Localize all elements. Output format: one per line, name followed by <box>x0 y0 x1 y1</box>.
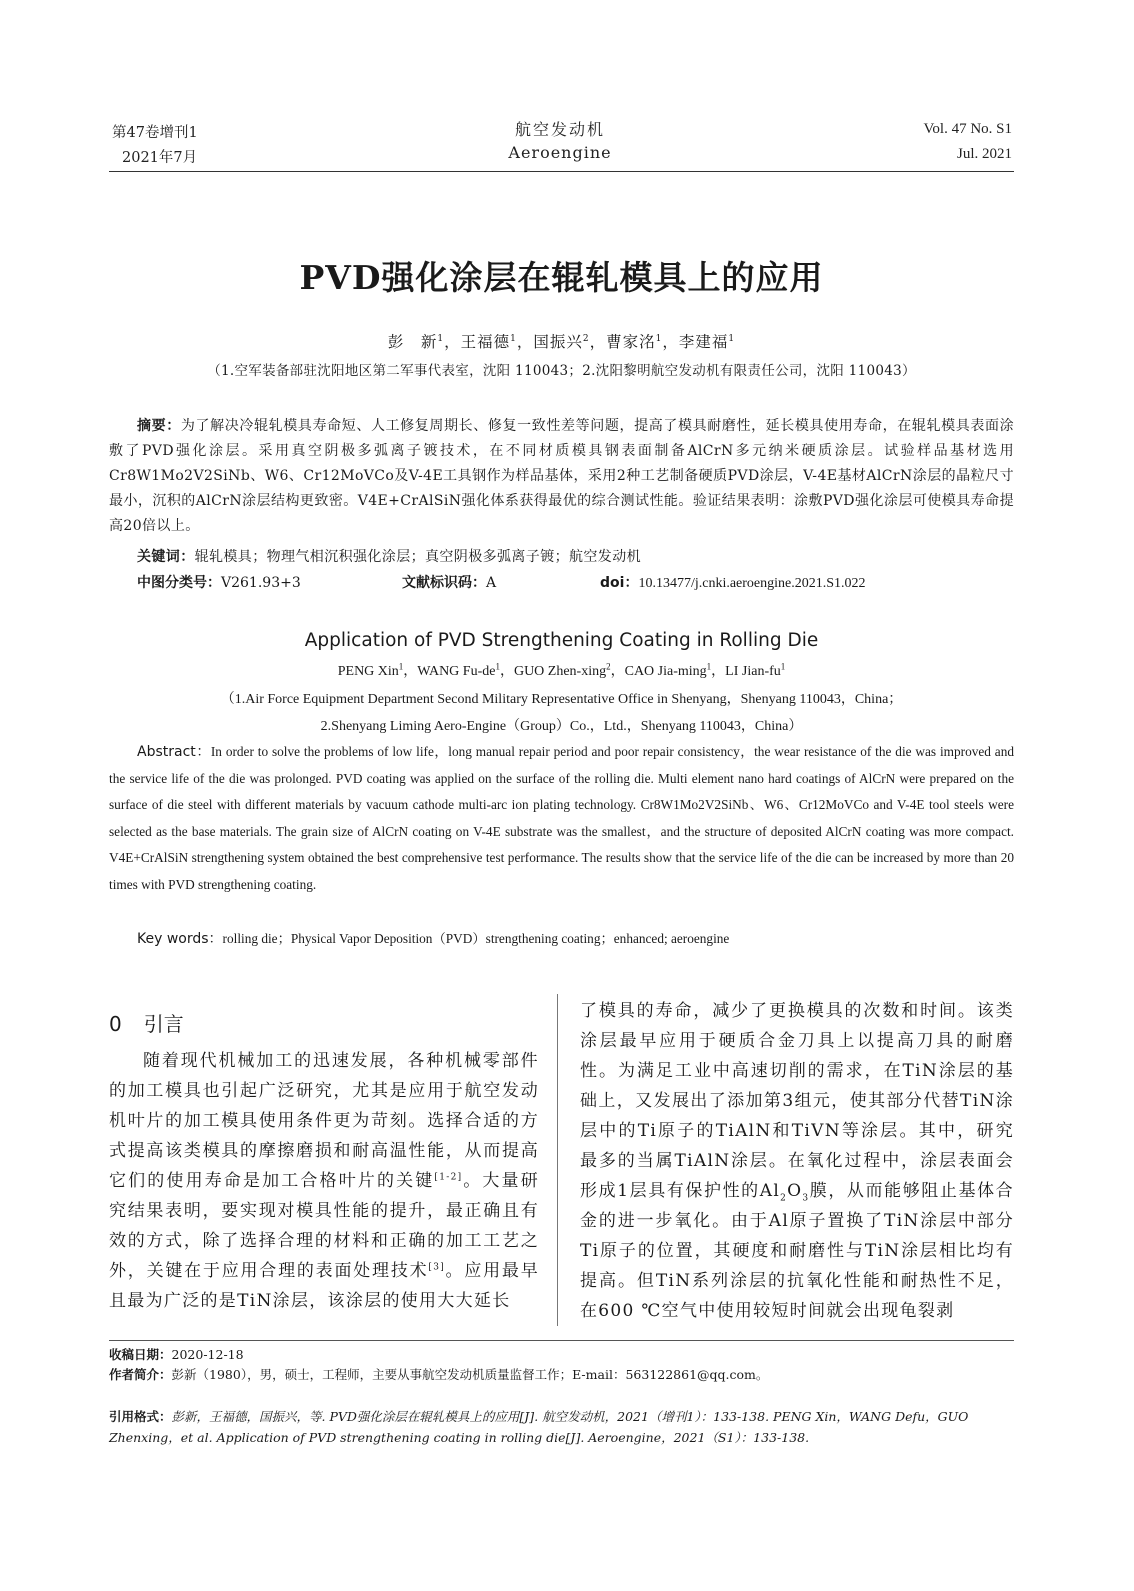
received-date: 收稿日期：2020-12-18 <box>109 1347 244 1362</box>
author-cn-4: 曹家洺$^1$ <box>606 333 663 351</box>
header-volume-en: Vol. 47 No. S1 <box>923 121 1012 137</box>
citation-1-2: [1-2] <box>434 1172 463 1183</box>
footnote-rule <box>109 1340 1014 1341</box>
keywords-cn-text: 辊轧模具；物理气相沉积强化涂层；真空阴极多弧离子镀；航空发动机 <box>194 549 642 565</box>
header-date-en: Jul. 2021 <box>956 146 1012 162</box>
author-en-1: PENG Xin$^1$ <box>337 661 404 679</box>
author-cn-3: 国振兴$^2$ <box>533 333 590 351</box>
abstract-en-label: Abstract： <box>137 744 211 760</box>
author-cn-1: 彭 新$^1$ <box>387 333 445 351</box>
section-number: 0 <box>109 1012 122 1036</box>
author-en-5: LI Jian-$fu^1$ <box>725 661 786 679</box>
column-divider <box>557 994 558 1326</box>
abstract-cn-label: 摘要： <box>137 418 181 434</box>
keywords-cn-label: 关键词： <box>137 549 195 565</box>
authors-en: PENG Xin$^1$，WANG $Fu-de^1$，GUO Zhen-xing$^2$，CAO Jia-ming$^1$，LI Jian-$fu^1$ <box>337 661 786 679</box>
body-left-column: 随着现代机械加工的迅速发展，各种机械零部件的加工模具也引起广泛研究，尤其是应用于航空发动机叶片的加工模具使用条件更为苛刻。选择合适的方式提高该类模具的摩擦磨损和耐高温性能，从而提高它们的使用寿命是加工合格叶片的关键[1-2]。大量研究结果表明，要实现对模具性能的提升，最正确且有效的方式，除了选择合理的材料和正确的加工工艺之外，关键在于应用合理的表面处理技术[3]。应用最早且最为广泛的是TiN涂层，该涂层的使用大大延长 <box>109 1051 540 1311</box>
page-title-en: Application of PVD Strengthening Coating in Rolling Die <box>304 630 819 651</box>
abstract-en-text: In order to solve the problems of low life，long manual repair period and poor repair consistency，the wear resistance of the die was improved and the service life of the die was prolonged. PVD coating was applied on the surface of the rolling die. Multi element nano hard coatings of AlCrN were prepared on the surface of die steel with different materials by vacuum cathode multi-arc ion plating technology. Cr8W1Mo2V2SiNb、W6、Cr12MoVCo and V-4E tool steels were selected as the base materials. The grain size of AlCrN coating on V-4E substrate was the smallest，and the structure of deposited AlCrN coating was more compact. V4E+CrAlSiN strengthening system obtained the best comprehensive test performance. The results show that the service life of the die can be increased by more than 20 times with PVD strengthening coating. <box>109 744 1014 892</box>
header-journal-en: Aeroengine <box>508 143 612 162</box>
keywords-en-text: rolling die；Physical Vapor Deposition（PVD）strengthening coating；enhanced; aeroengine <box>222 931 730 946</box>
keywords-cn <box>109 545 1014 570</box>
header-date-cn: 2021年7月 <box>122 150 198 166</box>
abstract-cn <box>109 414 1014 539</box>
affiliation-en-line-2: 2.Shenyang Liming Aero-Engine（Group）Co.，Ltd.，Shenyang 110043，China） <box>320 719 803 734</box>
header-volume-cn: 第47卷增刊1 <box>112 125 198 141</box>
section-title: 引言 <box>143 1012 184 1036</box>
keywords-en <box>109 926 1014 953</box>
author-cn-2: 王福德$^1$ <box>460 333 517 351</box>
header-rule <box>109 171 1014 172</box>
section-heading <box>109 1008 184 1037</box>
citation-format: 引用格式：彭新，王福德，国振兴，等. PVD强化涂层在辊轧模具上的应用[J]. 航空发动机，2021（增刊1）：133-138. PENG Xin，WANG Defu，GUO Zhenxing，et al. Application of PVD strengthening coating in rolling die[J]. Aeroengine，2021（S1）：133-138. <box>109 1409 969 1445</box>
affiliation-en-line-1: （1.Air Force Equipment Department Second Military Representative Office in Shenyang，Shenyang 110043，China； <box>220 692 903 707</box>
citation-3: [3] <box>428 1262 446 1273</box>
body-right-column: 了模具的寿命，减少了更换模具的次数和时间。该类涂层最早应用于硬质合金刀具上以提高刀具的耐磨性。为满足工业中高速切削的需求，在TiN涂层的基础上，又发展出了添加第3组元，使其部分代替TiN涂层中的Ti原子的TiAlN和TiVN等涂层。其中，研究最多的当属TiAlN涂层。在氧化过程中，涂层表面会形成1层具有保护性的$Al_2O_3$膜，从而能够阻止基体合金的进一步氧化。由于Al原子置换了TiN涂层中部分Ti原子的位置，其硬度和耐磨性与TiN涂层相比均有提高。但TiN系列涂层的抗氧化性能和耐热性不足，在600 ℃空气中使用较短时间就会出现龟裂剥 <box>580 1001 1014 1321</box>
author-en-3: GUO Zhen-xing$^2$ <box>513 661 611 679</box>
doi: doi：10.13477/j.cnki.aeroengine.2021.S1.022 <box>600 575 866 591</box>
clc-number: 中图分类号：V261.93+3 <box>137 575 301 591</box>
header-journal-cn: 航空发动机 <box>514 120 605 139</box>
keywords-en-label: Key words： <box>137 931 223 947</box>
document-code: 文献标识码：A <box>402 575 497 591</box>
affiliation-cn: （1.空军装备部驻沈阳地区第二军事代表室，沈阳 110043；2.沈阳黎明航空发动机有限责任公司，沈阳 110043） <box>207 363 916 379</box>
author-en-4: CAO Jia-ming$^1$ <box>624 661 712 679</box>
page-title-cn: PVD强化涂层在辊轧模具上的应用 <box>299 258 824 297</box>
abstract-en <box>109 739 1014 898</box>
abstract-cn-text: 为了解决冷辊轧模具寿命短、人工修复周期长、修复一致性差等问题，提高了模具耐磨性，延长模具使用寿命，在辊轧模具表面涂敷了PVD强化涂层。采用真空阴极多弧离子镀技术，在不同材质模具钢表面制备AlCrN多元纳米硬质涂层。试验样品基材选用Cr8W1Mo2V2SiNb、W6、Cr12MoVCo及V-4E工具钢作为样品基体，采用2种工艺制备硬质PVD涂层，V-4E基材AlCrN涂层的晶粒尺寸最小，沉积的AlCrN涂层结构更致密。V4E+CrAlSiN强化体系获得最优的综合测试性能。验证结果表明：涂敷PVD强化涂层可使模具寿命提高20倍以上。 <box>109 418 1015 534</box>
authors-cn: 彭 新$^1$，王福德$^1$，国振兴$^2$，曹家洺$^1$，李建福$^1$ <box>387 333 736 351</box>
author-bio: 作者简介：彭新（1980），男，硕士，工程师，主要从事航空发动机质量监督工作；E-mail：563122861@qq.com。 <box>109 1367 769 1382</box>
author-cn-5: 李建福$^1$ <box>678 333 736 351</box>
author-en-2: WANG $Fu-de^1$ <box>417 661 500 679</box>
